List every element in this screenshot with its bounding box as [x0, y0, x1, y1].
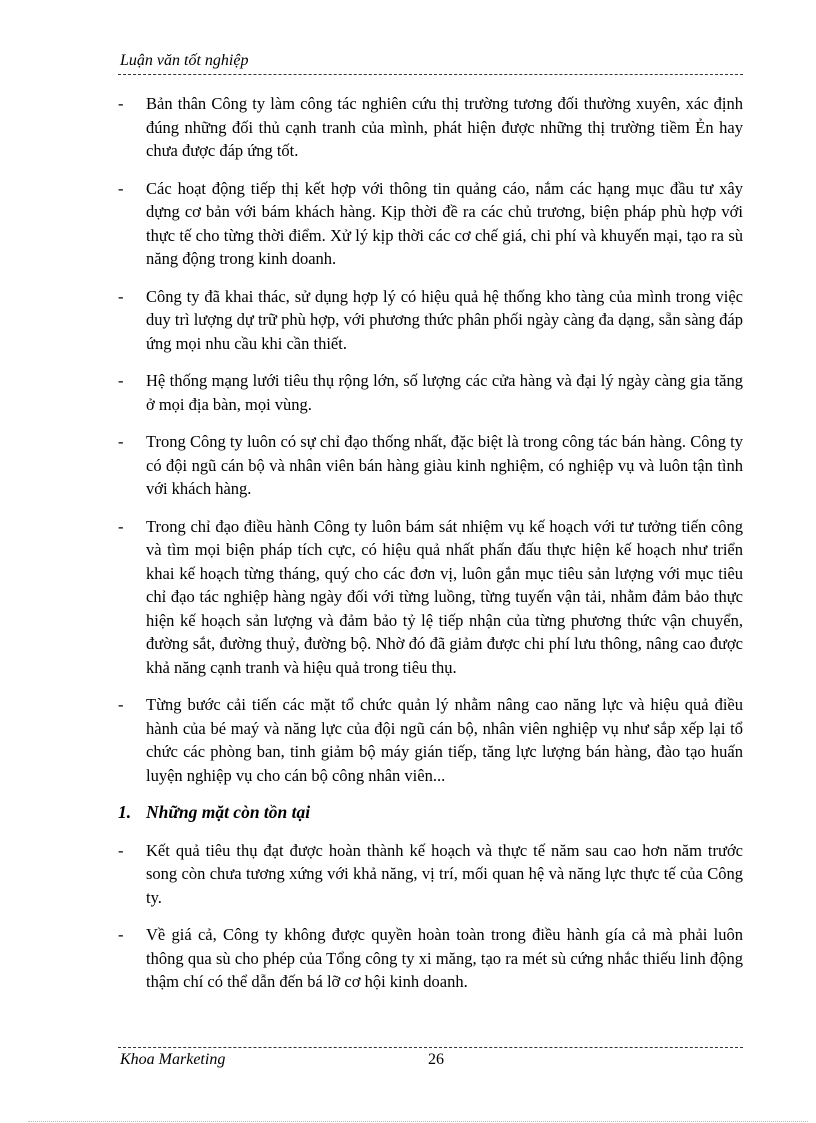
bullet-dash: - — [118, 432, 124, 451]
footer-department: Khoa Marketing — [120, 1051, 226, 1068]
bullet-dash: - — [118, 695, 124, 714]
bullet-paragraph — [118, 923, 743, 994]
bullet-paragraph — [118, 515, 743, 680]
bullet-text: Từng bước cải tiến các mặt tổ chức quản lý nhằm nâng cao năng lực và hiệu quả điều hành của bé maý và năng lực của đội ngũ cán bộ, nhân viên nghiệp vụ như sắp xếp lại tổ chức các phòng ban, tinh giảm bộ máy gián tiếp, tăng lực lượng bán hàng, đào tạo huấn luyện nghiệp vụ cho cán bộ công nhân viên... — [146, 695, 743, 785]
bullet-paragraph — [118, 430, 743, 501]
section-heading — [118, 801, 743, 825]
bullet-text: Trong chỉ đạo điều hành Công ty luôn bám sát nhiệm vụ kế hoạch với tư tưởng tiến công và tìm mọi biện pháp tích cực, có hiệu quả nhất phấn đấu thực hiện kế hoạch như triển khai kế hoạch từng tháng, quý cho các đơn vị, luôn gắn mục tiêu sản lượng với mục tiêu chỉ đạo tác nghiệp hàng ngày đối với từng luồng, từng tuyến vận tải, nhằm đảm bảo thực hiện kế hoạch sản lượng và đảm bảo tỷ lệ tiếp nhận của từng phương thức vận chuyển, đường sắt, đường thuỷ, đường bộ. Nhờ đó đã giảm được chi phí lưu thông, nâng cao được khả năng cạnh tranh và hiệu quả trong tiêu thụ. — [146, 516, 743, 677]
bullet-text: Bản thân Công ty làm công tác nghiên cứu thị trường tương đối thường xuyên, xác định đúng những đối thủ cạnh tranh của mình, phát hiện được những thị trường tiềm Ẻn hay chưa được đáp ứng tốt. — [146, 94, 743, 160]
page-bottom-edge — [28, 1121, 808, 1122]
footer-divider — [118, 1047, 743, 1048]
bullet-paragraph — [118, 693, 743, 787]
bullet-text: Trong Công ty luôn có sự chỉ đạo thống nhất, đặc biệt là trong công tác bán hàng. Công ty có đội ngũ cán bộ và nhân viên bán hàng giàu kinh nghiệm, có nghiệp vụ và luôn tận tình với khách hàng. — [146, 432, 743, 498]
section-number: 1. — [118, 802, 132, 822]
section-title: Những mặt còn tồn tại — [146, 802, 311, 822]
bullet-paragraph — [118, 285, 743, 356]
bullet-dash: - — [118, 286, 124, 306]
bullet-dash: - — [118, 94, 124, 113]
bullet-text: Các hoạt động tiếp thị kết hợp với thông tin quảng cáo, nắm các hạng mục đầu tư xây dựng cơ bản với bám khách hàng. Kịp thời đề ra các chủ trương, biện pháp phù hợp với thực tế cho từng thời điểm. Xử lý kịp thời các cơ chế giá, chi phí và khuyến mại, tạo ra sù năng động trong kinh doanh. — [146, 178, 743, 268]
bullet-dash: - — [118, 371, 124, 390]
bullet-dash: - — [118, 178, 124, 198]
bullet-paragraph — [118, 369, 743, 416]
bullet-paragraph — [118, 839, 743, 910]
bullet-dash: - — [118, 925, 124, 944]
bullet-text: Về giá cả, Công ty không được quyền hoàn toàn trong điều hành gía cả mà phải luôn thông qua sù cho phép của Tổng công ty xi măng, tạo ra mét sù cứng nhắc thiếu linh động thậm chí có thể dẫn đến bá lỡ cơ hội kinh doanh. — [146, 925, 743, 991]
running-header-title: Luận văn tốt nghiệp — [120, 52, 249, 69]
bullet-paragraph — [118, 92, 743, 163]
page-number: 26 — [428, 1051, 444, 1068]
body-content — [118, 92, 743, 1008]
bullet-text: Hệ thống mạng lưới tiêu thụ rộng lớn, số lượng các cửa hàng và đại lý ngày càng gia tăng ở mọi địa bàn, mọi vùng. — [146, 371, 743, 414]
bullet-text: Công ty đã khai thác, sử dụng hợp lý có hiệu quả hệ thống kho tàng của mình trong việc duy trì lượng dự trữ phù hợp, với phương thức phân phối ngày càng đa dạng, sẵn sàng đáp ứng mọi nhu cầu khi cần thiết. — [146, 286, 743, 353]
bullet-dash: - — [118, 516, 124, 536]
header-divider — [118, 74, 743, 75]
bullet-dash: - — [118, 840, 124, 860]
bullet-text: Kết quả tiêu thụ đạt được hoàn thành kế hoạch và thực tế năm sau cao hơn năm trước song còn chưa tương xứng với khả năng, vị trí, mối quan hệ và năng lực thực tế của Công ty. — [146, 840, 743, 907]
bullet-paragraph — [118, 177, 743, 271]
